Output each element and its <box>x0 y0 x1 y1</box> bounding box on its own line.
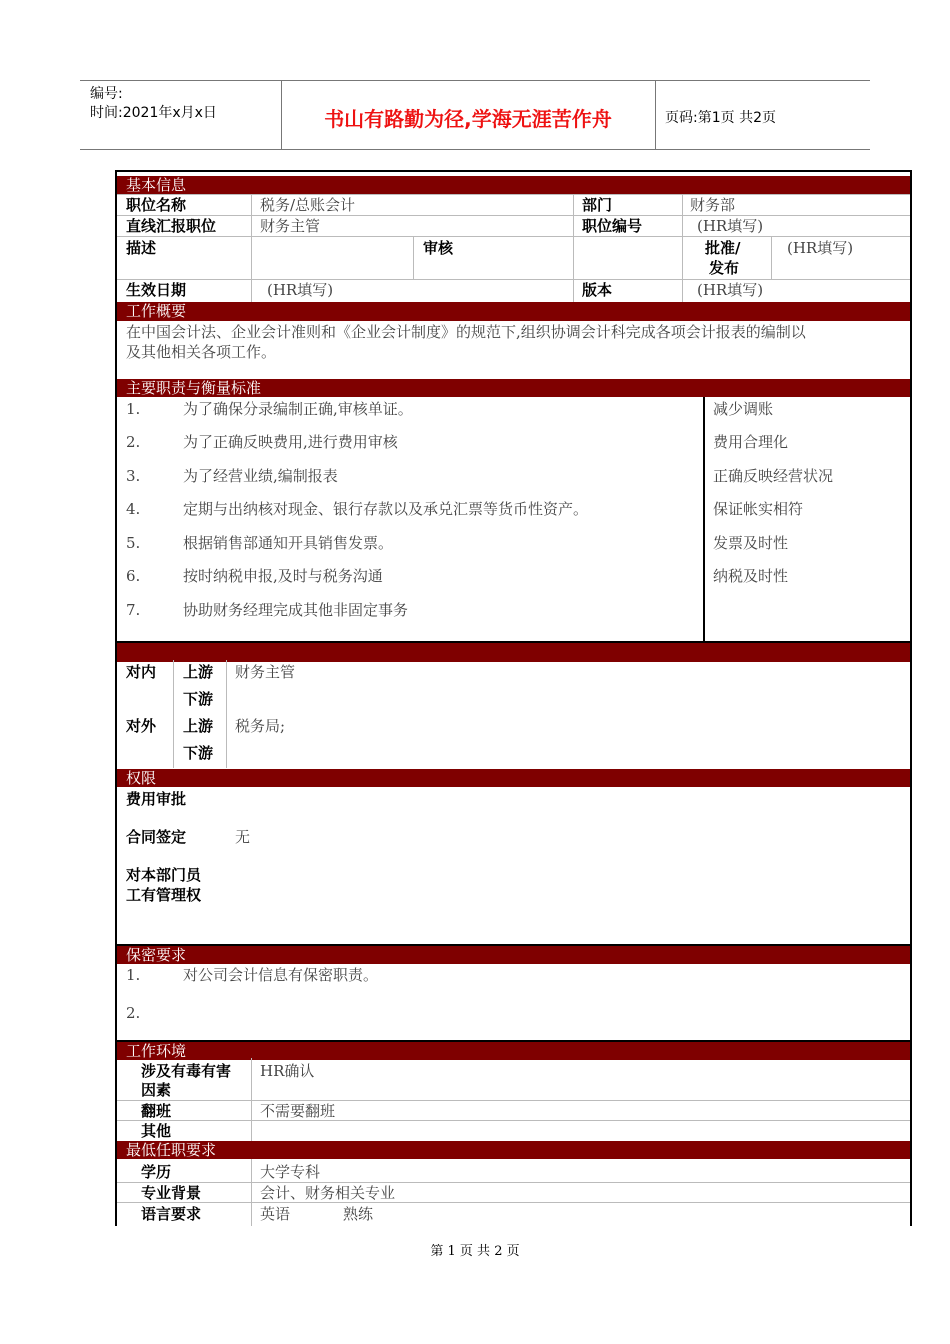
language-value: 英语 <box>260 1205 291 1223</box>
duties-divider <box>703 397 705 641</box>
dept-label: 部门 <box>582 196 613 214</box>
duty-no: 2. <box>126 433 141 451</box>
language-level: 熟练 <box>343 1205 374 1223</box>
toxic-label-1: 涉及有毒有害 <box>141 1062 232 1080</box>
divider <box>655 81 656 149</box>
job-title-value: 税务/总账会计 <box>260 196 356 214</box>
job-no-label: 职位编号 <box>582 217 643 235</box>
summary-line-2: 及其他相关各项工作。 <box>126 343 277 361</box>
duty-no: 3. <box>126 467 141 485</box>
section-summary: 工作概要 <box>117 302 910 321</box>
education-label: 学历 <box>141 1163 172 1181</box>
duty-text: 为了确保分录编制正确,审核单证。 <box>183 400 413 418</box>
review-label: 审核 <box>423 239 454 257</box>
duty-text: 定期与出纳核对现金、银行存款以及承兑汇票等货币性资产。 <box>183 500 589 518</box>
effective-label: 生效日期 <box>126 281 187 299</box>
duty-no: 6. <box>126 567 141 585</box>
job-no-value: (HR填写) <box>697 217 764 235</box>
section-duties: 主要职责与衡量标准 <box>117 379 910 397</box>
external-label: 对外 <box>126 717 157 735</box>
duty-no: 7. <box>126 601 141 619</box>
external-upstream-label: 上游 <box>183 717 214 735</box>
approve-value: (HR填写) <box>787 239 854 257</box>
version-label: 版本 <box>582 281 613 299</box>
duty-text: 为了经营业绩,编制报表 <box>183 467 338 485</box>
approve-label-1: 批准/ <box>705 239 741 257</box>
report-label: 直线汇报职位 <box>126 217 217 235</box>
secrecy-no-2: 2. <box>126 1004 141 1022</box>
language-label: 语言要求 <box>141 1205 202 1223</box>
duty-standard: 保证帐实相符 <box>713 500 804 518</box>
dept-value: 财务部 <box>690 196 736 214</box>
duty-no: 1. <box>126 400 141 418</box>
section-authority: 权限 <box>117 769 910 787</box>
duty-text: 协助财务经理完成其他非固定事务 <box>183 601 409 619</box>
duty-standard: 正确反映经营状况 <box>713 467 834 485</box>
page-header <box>80 80 870 150</box>
section-requirements: 最低任职要求 <box>117 1141 910 1159</box>
external-upstream-value: 税务局; <box>235 717 286 735</box>
section-environment: 工作环境 <box>117 1040 910 1060</box>
staff-authority-label-1: 对本部门员 <box>126 866 202 884</box>
page-footer: 第 1 页 共 2 页 <box>430 1244 520 1259</box>
header-meta <box>90 85 217 123</box>
secrecy-no-1: 1. <box>126 966 141 984</box>
section-secrecy: 保密要求 <box>117 944 910 964</box>
internal-upstream-label: 上游 <box>183 663 214 681</box>
major-label: 专业背景 <box>141 1184 202 1202</box>
external-downstream-label: 下游 <box>183 744 214 762</box>
toxic-value: HR确认 <box>260 1062 315 1080</box>
internal-label: 对内 <box>126 663 157 681</box>
toxic-label-2: 因素 <box>141 1081 172 1099</box>
contract-label: 合同签定 <box>126 828 187 846</box>
summary-line-1: 在中国会计法、企业会计准则和《企业会计制度》的规范下,组织协调会计科完成各项会计报表的编制以 <box>126 323 806 341</box>
duty-standard: 减少调账 <box>713 400 774 418</box>
page-indicator: 页码:第1页 共2页 <box>665 110 776 126</box>
section-basic-info: 基本信息 <box>117 176 910 194</box>
version-value: (HR填写) <box>697 281 764 299</box>
duty-no: 5. <box>126 534 141 552</box>
expense-approval-label: 费用审批 <box>126 790 187 808</box>
job-title-label: 职位名称 <box>126 196 187 214</box>
overtime-label: 翻班 <box>141 1102 172 1120</box>
staff-authority-label-2: 工有管理权 <box>126 886 202 904</box>
secrecy-text-1: 对公司会计信息有保密职责。 <box>183 966 379 984</box>
other-label: 其他 <box>141 1122 172 1140</box>
major-value: 会计、财务相关专业 <box>260 1184 396 1202</box>
effective-value: (HR填写) <box>267 281 334 299</box>
duties-bottom-bar <box>117 641 910 662</box>
internal-downstream-label: 下游 <box>183 690 214 708</box>
overtime-value: 不需要翻班 <box>260 1102 336 1120</box>
duty-text: 为了正确反映费用,进行费用审核 <box>183 433 398 451</box>
duty-no: 4. <box>126 500 141 518</box>
job-description-form <box>115 170 912 1226</box>
doc-code-label: 编号: <box>90 86 123 102</box>
desc-label: 描述 <box>126 239 157 257</box>
duty-text: 根据销售部通知开具销售发票。 <box>183 534 394 552</box>
internal-upstream-value: 财务主管 <box>235 663 296 681</box>
contract-value: 无 <box>235 828 251 846</box>
doc-time-label: 时间:2021年x月x日 <box>90 105 217 121</box>
duty-standard: 发票及时性 <box>713 534 789 552</box>
duty-text: 按时纳税申报,及时与税务沟通 <box>183 567 383 585</box>
motto: 书山有路勤为径,学海无涯苦作舟 <box>324 107 612 131</box>
report-value: 财务主管 <box>260 217 321 235</box>
approve-label-2: 发布 <box>709 259 740 277</box>
education-value: 大学专科 <box>260 1163 321 1181</box>
duty-standard: 纳税及时性 <box>713 567 789 585</box>
duty-standard: 费用合理化 <box>713 433 789 451</box>
